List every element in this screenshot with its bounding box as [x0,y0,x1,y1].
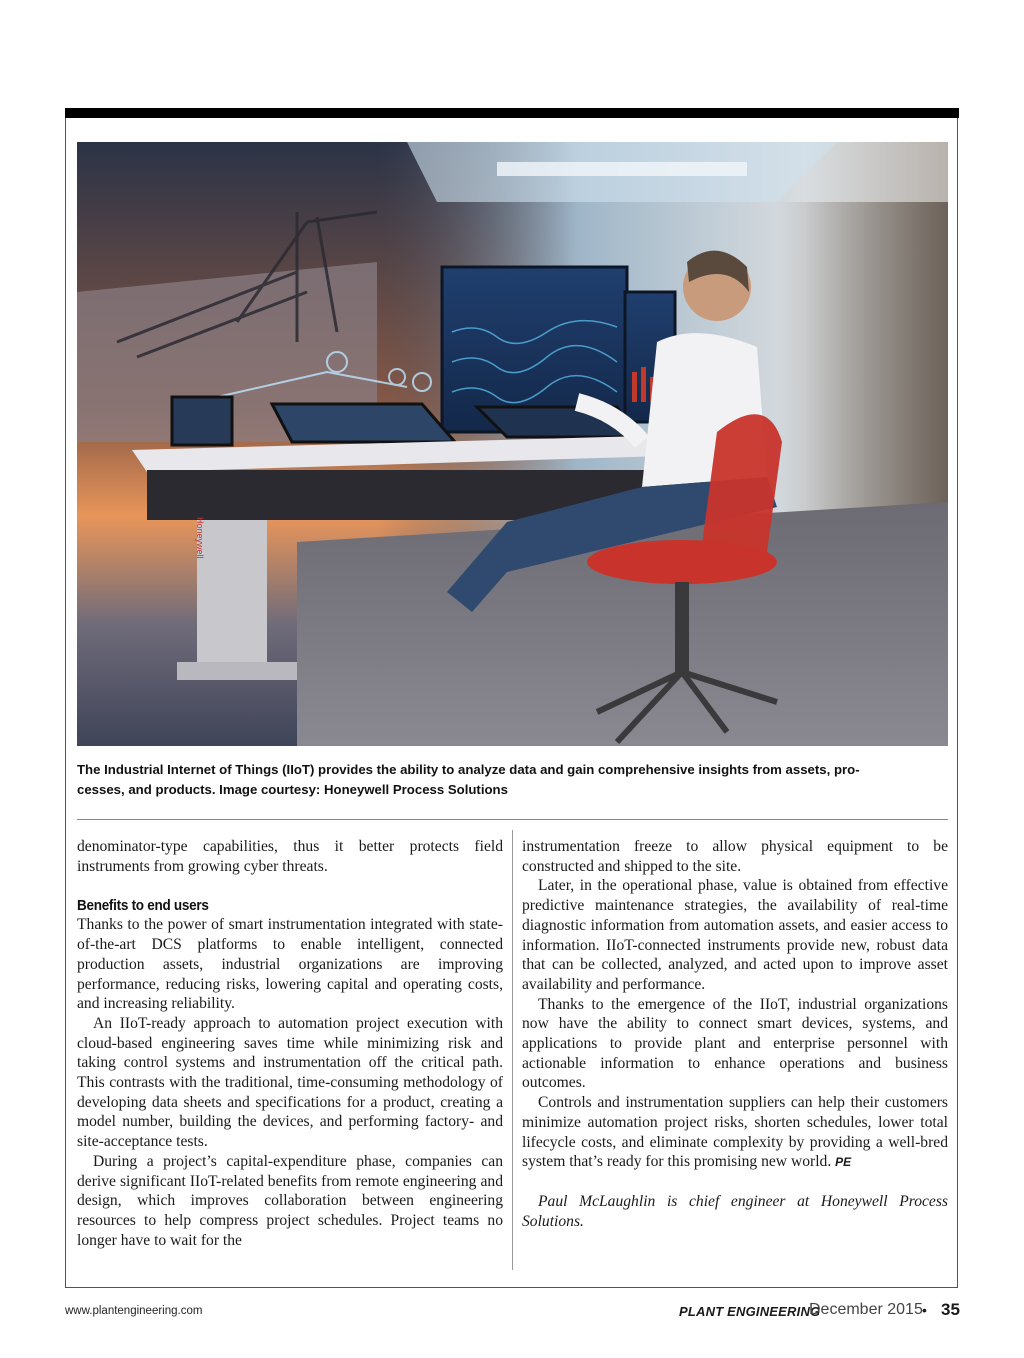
paragraph: An IIoT-ready approach to automation project execution with cloud-based engineering saves time while minimizing risk and taking control systems and instrumentation off the critical path. This contrasts with the traditional, time-consuming methodology of developing data sheets and specifications for a product, creating a model number, building the devices, and performing factory- and site-acceptance tests. [77,1014,503,1151]
caption-divider [77,819,948,820]
paragraph: Thanks to the emergence of the IIoT, industrial organizations now have the ability to connect smart devices, systems, and applications to provide plant and enterprise personnel with actionable information to enhance operations and business outcomes. [522,995,948,1092]
footer-url[interactable]: www.plantengineering.com [65,1305,203,1317]
figure-caption [77,760,947,800]
desk-brand-label: Honeywell [195,517,205,559]
article-photo [77,142,948,746]
page-number: 35 [941,1300,960,1319]
end-mark: PE [835,1155,852,1170]
paragraph: Thanks to the power of smart instrumentation integrated with state-of-the-art DCS platforms to enable intelligent, connected production assets, industrial organizations are improving performance, reducing risks, lowering capital and operating costs, and increasing reliability. [77,916,503,1013]
article-column-left [77,837,503,1250]
issue-date: December 2015 [809,1301,923,1318]
column-divider [512,830,513,1270]
caption-line-1: The Industrial Internet of Things (IIoT) provides the ability to analyze data and gain comprehensive insights from assets, pro- [77,762,860,777]
article-column-right [522,837,948,1231]
footer-separator: • [922,1302,927,1318]
section-heading: Benefits to end users [77,897,209,915]
paragraph: During a project’s capital-expenditure phase, companies can derive significant IIoT-related benefits from remote engineering and design, which improves collaboration between engineering resources to help compress project schedules. Project teams no longer have to wait for the [77,1152,503,1249]
paragraph-text: Controls and instrumentation suppliers can help their customers minimize automation project risks, shorten schedules, lower total lifecycle costs, and eliminate complexity by providing a well-bred system that’s ready for this promising new world. [522,1094,948,1171]
page-footer [65,1301,959,1323]
paragraph: denominator-type capabilities, thus it better protects field instruments from growing cyber threats. [77,838,503,875]
caption-line-2: cesses, and products. Image courtesy: Honeywell Process Solutions [77,782,508,797]
header-rule [65,108,959,118]
paragraph [522,1093,948,1173]
magazine-name: PLANT ENGINEERING [679,1304,821,1319]
author-byline: Paul McLaughlin is chief engineer at Honeywell Process Solutions. [522,1192,948,1230]
paragraph: Later, in the operational phase, value is obtained from effective predictive maintenance strategies, the availability of real-time diagnostic information from automation assets, and easier access to information. IIoT-connected instruments provide new, robust data that can be collected, analyzed, and acted upon to improve asset availability and performance. [522,877,948,993]
paragraph: instrumentation freeze to allow physical equipment to be constructed and shipped to the site. [522,838,948,875]
